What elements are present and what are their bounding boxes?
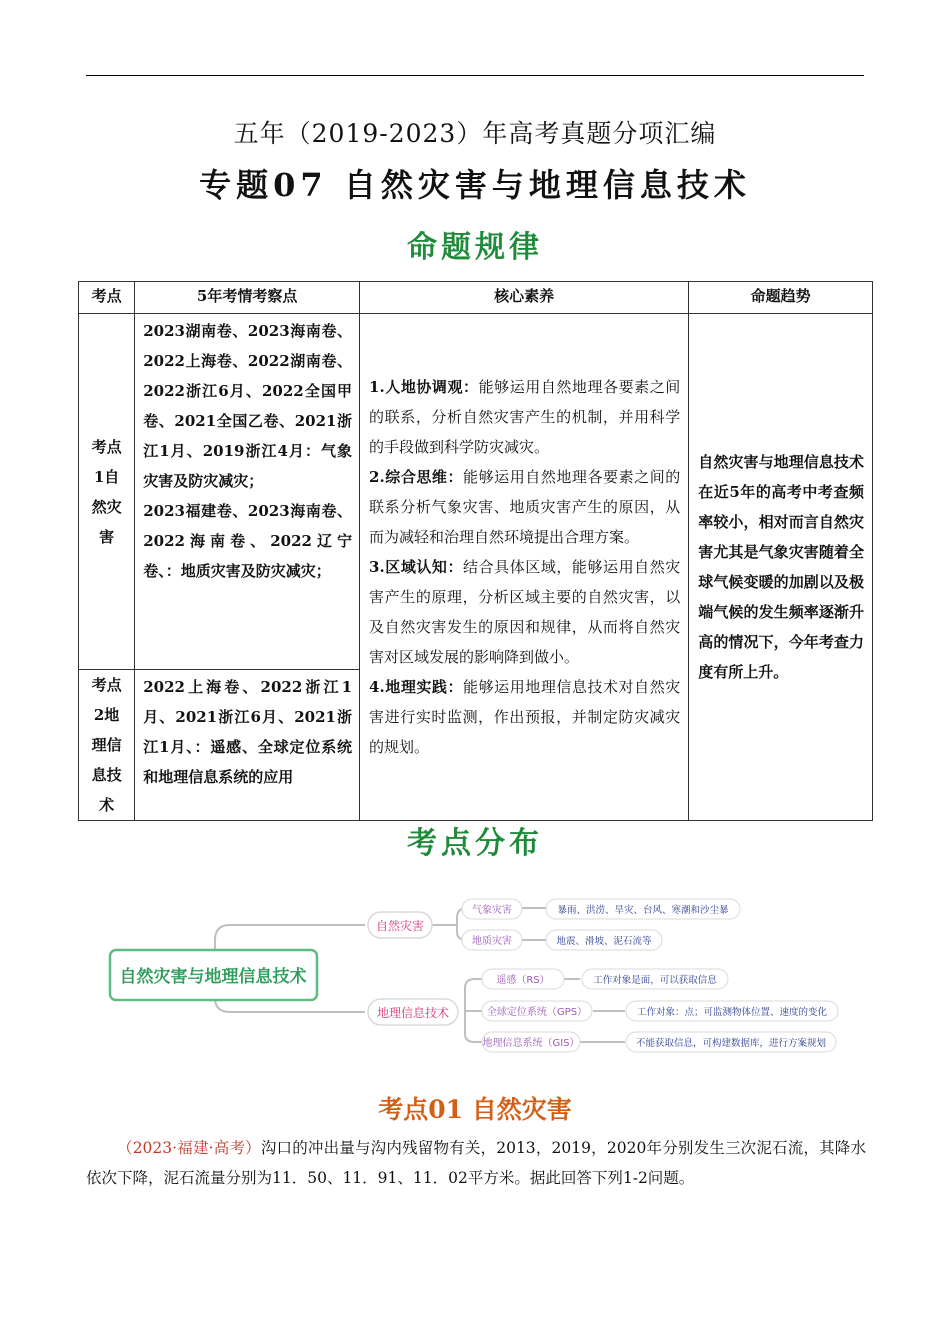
topic-title: 专题07 自然灾害与地理信息技术 <box>199 166 751 204</box>
mindmap-branch1-label: 自然灾害 <box>375 919 425 933</box>
trend-cell: 自然灾害与地理信息技术在近5年的高考中考查频率较小，相对而言自然灾害尤其是气象灾害随着全球气候变暖的加剧以及极端气候的发生频率逐渐升高的情况下，今年考查力度有所上升。 <box>689 314 873 821</box>
col-header-exam: 5年考情考察点 <box>135 282 360 314</box>
core-item-label: 3.区域认知： <box>369 558 464 576</box>
section-heading-distribution: 考点分布 <box>407 826 543 861</box>
question-source: （2023·福建·高考） <box>117 1139 261 1157</box>
mindmap-b1-note1: 暴雨、洪涝、旱灾、台风、寒潮和沙尘暴 <box>557 905 729 916</box>
core-item-text: 能够运用地理信息技术对自然灾害进行实时监测，作出预报，并制定防灾减灾的规划。 <box>369 678 681 756</box>
collection-title: 五年（2019-2023）年高考真题分项汇编 <box>233 119 717 148</box>
kaodian-1-cell: 考点1自然灾害 <box>79 314 135 670</box>
core-item <box>369 552 680 672</box>
core-item <box>369 372 680 462</box>
kaodian-2-cell: 考点2地理信息技术 <box>79 670 135 821</box>
mindmap-root-label: 自然灾害与地理信息技术 <box>119 967 307 987</box>
core-item-text: 结合具体区域，能够运用自然灾害产生的原理，分析区域主要的自然灾害，以及自然灾害发生的原因和规律，从而将自然灾害对区域发展的影响降到做小。 <box>369 558 681 666</box>
mindmap-b2-item2: 全球定位系统（GPS） <box>486 1007 588 1018</box>
core-item-label: 1.人地协调观： <box>369 378 479 396</box>
mindmap-b1-item2: 地质灾害 <box>472 936 512 947</box>
mindmap <box>100 888 860 1063</box>
mindmap-b2-note2: 工作对象：点；可监测物体位置、速度的变化 <box>636 1007 828 1018</box>
rules-table <box>78 281 873 821</box>
core-item <box>369 462 680 552</box>
top-rule <box>86 75 864 76</box>
exam-1a-text: 2023湖南卷、2023海南卷、2022上海卷、2022湖南卷、2022浙江6月、2022全国甲卷、2021全国乙卷、2021浙江1月、2019浙江4月：气象灾害及防灾减灾； <box>143 322 353 490</box>
core-item-text: 能够运用自然地理各要素之间的联系，分析自然灾害产生的机制，并用科学的手段做到科学防灾减灾。 <box>369 378 681 456</box>
table-row <box>79 314 873 670</box>
col-header-kaodian: 考点 <box>79 282 135 314</box>
col-header-trend: 命题趋势 <box>689 282 873 314</box>
mindmap-b1-item1: 气象灾害 <box>472 905 512 916</box>
section-heading-rules: 命题规律 <box>407 230 543 265</box>
mindmap-branch2-label: 地理信息技术 <box>376 1006 450 1020</box>
connector-root-branch1 <box>215 925 365 950</box>
mindmap-b2-note3: 不能获取信息，可构建数据库，进行方案规划 <box>635 1038 827 1049</box>
core-item-text: 能够运用自然地理各要素之间的联系分析气象灾害、地质灾害产生的原因，从而为减轻和治理自然环境提出合理方案。 <box>369 468 681 546</box>
exam-2-cell: 2022上海卷、2022浙江1月、2021浙江6月、2021浙江1月、：遥感、全球定位系统和地理信息系统的应用 <box>135 670 360 821</box>
col-header-core: 核心素养 <box>360 282 689 314</box>
exam-1b-text: 2023福建卷、2023海南卷、2022海南卷、2022辽宁卷、：地质灾害及防灾减灾； <box>143 502 353 580</box>
kaodian01-heading: 考点01 自然灾害 <box>378 1095 572 1124</box>
exam-1-cell <box>135 314 360 670</box>
mindmap-b2-item3: 地理信息系统（GIS） <box>482 1038 580 1049</box>
question-text: 沟口的冲出量与沟内残留物有关，2013，2019，2020年分别发生三次泥石流，其降水依次下降，泥石流量分别为11．50、11．91、11．02平方米。据此回答下列1-2问题。 <box>86 1139 866 1187</box>
table-header-row <box>79 282 873 314</box>
core-item <box>369 672 680 762</box>
mindmap-b2-item1: 遥感（RS） <box>496 975 550 986</box>
core-item-label: 2.综合思维： <box>369 468 464 486</box>
mindmap-b2-note1: 工作对象是面，可以获取信息 <box>593 975 717 986</box>
question-paragraph <box>86 1133 866 1193</box>
core-literacy-cell <box>360 314 689 821</box>
mindmap-b1-note2: 地震、滑坡、泥石流等 <box>556 936 652 947</box>
core-item-label: 4.地理实践： <box>369 678 464 696</box>
